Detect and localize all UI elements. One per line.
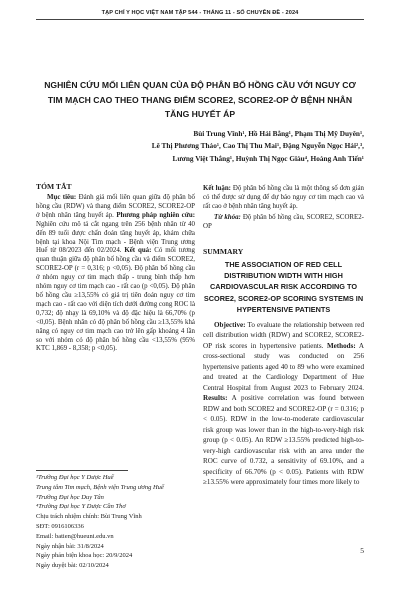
date-reviewed: Ngày phản biện khoa học: 20/9/2024 [36, 552, 133, 560]
results-label-en: Results: [203, 394, 228, 403]
keywords-label-vi: Từ khóa: [214, 213, 241, 221]
date-accepted: Ngày duyệt bài: 02/10/2024 [36, 562, 109, 570]
affiliation-4: ⁴Trường Đại học Y Dược Cần Thơ [36, 503, 126, 511]
authors-line-2: Lê Thị Phương Thảo¹, Cao Thị Thu Mai¹, Đặng Nguyễn Ngọc Hải²,³, [151, 141, 364, 151]
objective-label-en: Objective: [214, 320, 246, 329]
methods-label-en: Methods: [326, 341, 356, 350]
objective-text-en: To evaluate the relationship between red cell distribution width (RDW) and SCORE2, SCORE2-OP risk scores in hypertensive patients. [203, 320, 364, 350]
footnote-divider [36, 470, 128, 471]
results-text-vi: Có mối tương quan thuận giữa độ phân bố hồng cầu và điểm SCORE2, SCORE2-OP (r = 0,316; p <0,05). Độ phân bố hồng cầu ở nhóm nguy cơ tim mạch thấp - trung bình thấp hơn nhóm nguy cơ tim mạch cao - rất cao (p <0,05). Độ phân bố hồng cầu ≥13,55% có giá trị tiên đoán nguy cơ tim mạch cao - rất cao với diện tích dưới đường cong ROC là 0,732; độ nhạy là 69,10% và độ đặc hiệu là 66,70% (p <0,05). Bệnh nhân có độ phân bố hồng cầu ≥13,55% khả năng có nguy cơ tim mạch cao trở lên gấp khoảng 4 lần so với nhóm có độ phân bố hồng cầu <13,55% (95% KTC 1,869 - 8,358; p <0,05). [36, 247, 195, 353]
conclusion-label-vi: Kết luận: [203, 185, 231, 192]
article-title-vi: NGHIÊN CỨU MỐI LIÊN QUAN CỦA ĐỘ PHÂN BỐ HỒNG CẦU VỚI NGUY CƠ TIM MẠCH CAO THEO THANG ĐIỂM SCORE2, SCORE2-OP Ở BỆNH NHÂN TĂNG HUYẾT ÁP [44, 80, 356, 119]
affiliation-2: Trung tâm Tim mạch, Bệnh viện Trung ương Huế [36, 483, 164, 491]
objective-text-vi: Đánh giá mối liên quan giữa độ phân bố hồng cầu (RDW) và thang điểm SCORE2, SCORE2-OP ở bệnh nhân tăng huyết áp. [36, 194, 195, 219]
corresponding-author: Chịu trách nhiệm chính: Bùi Trung Vĩnh [36, 513, 142, 521]
page-number: 5 [360, 546, 364, 555]
results-text-en: A positive correlation was found between RDW and both SCORE2 and SCORE2-OP (r = 0.316; p < 0.05). RDW in the low-to-moderate cardiovascular risk group was lower than in the high-to-very-high risk group (p < 0.05). An RDW ≥13.55% predicted high-to-very-high cardiovascular risk with an area under the ROC curve of 0.732, a sensitivity of 69.10%, and a specificity of 66.70% (p < 0.05). Patients with RDW ≥13.55% were approximately four times more likely to [203, 394, 364, 487]
header-divider [36, 19, 364, 20]
keywords-text-vi: Độ phân bố hồng cầu, SCORE2, SCORE2-OP [203, 213, 364, 230]
right-column [203, 185, 364, 488]
conclusion-vi [203, 185, 364, 212]
conclusion-text-vi: Độ phân bố hồng cầu là một thông số đơn giản có thể được sử dụng để dự báo nguy cơ tim mạch cao và rất cao ở bệnh nhân tăng huyết áp. [203, 185, 364, 210]
journal-header: TẠP CHÍ Y HỌC VIỆT NAM TẬP 544 - THÁNG 11 - SỐ CHUYÊN ĐỀ - 2024 [101, 10, 299, 16]
affiliation-3: ³Trường Đại học Duy Tân [36, 493, 104, 501]
authors-line-1: Bùi Trung Vĩnh¹, Hồ Hải Bằng¹, Phạm Thị Mỹ Duyên¹, [193, 129, 364, 138]
article-title-en: THE ASSOCIATION OF RED CELL DISTRIBUTION WIDTH WITH HIGH CARDIOVASCULAR RISK ACCORDING TO SCORE2, SCORE2-OP SCORING SYSTEMS IN HYPERTENSIVE PATIENTS [203, 259, 364, 315]
summary-en-body [203, 320, 364, 488]
abstract-vi-heading: TÓM TẮT [36, 182, 72, 191]
summary-heading: SUMMARY [203, 246, 244, 256]
date-received: Ngày nhận bài: 31/8/2024 [36, 542, 104, 550]
abstract-vi-column [36, 182, 195, 354]
author-list [118, 128, 364, 165]
affiliation-1: ¹Trường Đại học Y Dược Huế [36, 474, 114, 481]
sdt: SĐT: 0916106336 [36, 522, 84, 530]
footnotes-block [36, 473, 195, 571]
methods-label-vi: Phương pháp nghiên cứu: [116, 211, 195, 219]
authors-line-3: Lương Việt Thắng¹, Huỳnh Thị Ngọc Giàu⁴, Hoàng Anh Tiến¹ [172, 153, 364, 163]
contact-email[interactable]: Email: batien@hueuni.edu.vn [36, 532, 114, 540]
results-label-vi: Kết quả: [124, 247, 152, 255]
methods-text-vi: Nghiên cứu mô tả cắt ngang trên 256 bệnh nhân từ 40 đến 89 tuổi được chẩn đoán tăng huyết áp, khám chữa bệnh tại khoa Nội Tim mạch - Bệnh viện Trung ương Huế từ 08/2023 đến 02/2024. [36, 220, 195, 255]
abstract-vi-body [36, 194, 195, 354]
keywords-vi [203, 214, 364, 232]
objective-label-vi: Mục tiêu: [47, 194, 77, 201]
methods-text-en: A cross-sectional study was conducted on 256 hypertensive patients aged 40 to 89 who were examined and treated at the Cardiology Department of Hue Central Hospital from August 2023 to February 2024. [203, 341, 364, 392]
